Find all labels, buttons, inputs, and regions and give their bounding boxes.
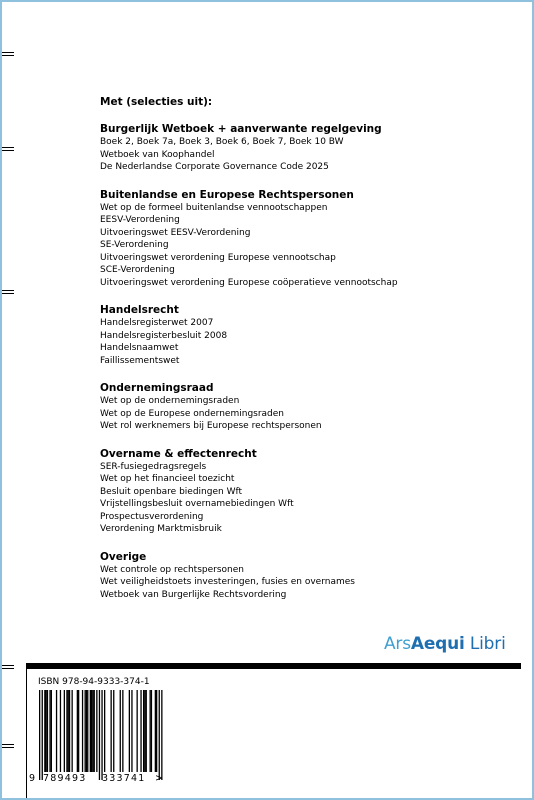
barcode-bar bbox=[144, 690, 145, 772]
section-item: Wet rol werknemers bij Europese rechtspersonen bbox=[100, 421, 322, 431]
barcode-bar bbox=[91, 690, 92, 772]
section bbox=[100, 304, 520, 367]
barcode-bar bbox=[161, 690, 162, 780]
barcode-left-digits: 789493 bbox=[43, 773, 87, 784]
section-item: Wetboek van Koophandel bbox=[100, 149, 215, 160]
section-title: Overname & effectenrecht bbox=[100, 447, 257, 460]
barcode-bar bbox=[44, 690, 45, 772]
barcode-bar bbox=[72, 690, 73, 772]
section bbox=[100, 123, 520, 174]
logo-ars: Ars bbox=[384, 634, 411, 654]
logo-libri: Libri bbox=[464, 634, 506, 654]
barcode bbox=[36, 690, 166, 782]
section-item: Besluit openbare biedingen Wft bbox=[100, 486, 243, 497]
margin-mark bbox=[2, 290, 14, 294]
barcode-bar bbox=[129, 690, 130, 772]
barcode-bar bbox=[66, 690, 67, 772]
isbn-label: ISBN 978-94-9333-374-1 bbox=[38, 677, 150, 687]
barcode-bar bbox=[60, 690, 61, 772]
section-title: Overige bbox=[100, 550, 147, 563]
barcode-bar bbox=[78, 690, 79, 772]
barcode-bar bbox=[39, 690, 40, 780]
barcode-bar bbox=[42, 690, 43, 780]
barcode-bar bbox=[150, 690, 151, 772]
section-item: Prospectusverordening bbox=[100, 511, 204, 522]
barcode-bar bbox=[140, 690, 141, 772]
section-title: Burgerlijk Wetboek + aanverwante regelgeving bbox=[100, 123, 382, 135]
barcode-bar bbox=[77, 690, 78, 772]
section-item: Handelsregisterbesluit 2008 bbox=[100, 330, 228, 341]
section-title: Buitenlandse en Europese Rechtspersonen bbox=[100, 188, 354, 201]
section-title: Handelsrecht bbox=[100, 304, 179, 316]
barcode-bar bbox=[82, 690, 83, 772]
barcode-end-mark: > bbox=[155, 773, 163, 784]
section-item: Uitvoeringswet verordening Europese vennootschap bbox=[100, 252, 336, 263]
intro-heading: Met (selecties uit): bbox=[100, 96, 213, 108]
barcode-bar bbox=[156, 690, 157, 772]
barcode-bar bbox=[104, 690, 105, 772]
barcode-bar bbox=[47, 690, 48, 772]
separator-bar bbox=[26, 663, 521, 669]
section-item: Wet op de formeel buitenlandse vennootschappen bbox=[100, 202, 328, 213]
barcode-bar bbox=[120, 690, 121, 772]
section-item: Wet controle op rechtspersonen bbox=[100, 564, 244, 575]
section-item: Handelsregisterwet 2007 bbox=[100, 318, 214, 328]
section bbox=[100, 448, 520, 536]
barcode-bar bbox=[122, 690, 123, 772]
margin-mark bbox=[2, 147, 14, 151]
section-item: Handelsnaamwet bbox=[100, 343, 179, 353]
barcode-bar bbox=[131, 690, 132, 772]
barcode-bar bbox=[69, 690, 70, 772]
section-item: SE-Verordening bbox=[100, 240, 169, 250]
section-item: Wet op de ondernemingsraden bbox=[100, 396, 240, 406]
barcode-bar bbox=[111, 690, 112, 772]
barcode-bar bbox=[155, 690, 156, 772]
section-item: Wet veiligheidstoets investeringen, fusies en overnames bbox=[100, 577, 355, 587]
section-item: Boek 2, Boek 7a, Boek 3, Boek 6, Boek 7, Boek 10 BW bbox=[100, 137, 344, 147]
section-item: Uitvoeringswet EESV-Verordening bbox=[100, 227, 251, 238]
barcode-bar bbox=[64, 690, 65, 772]
barcode-bar bbox=[87, 690, 88, 772]
barcode-bar bbox=[86, 690, 87, 772]
section-item: De Nederlandse Corporate Governance Code 2025 bbox=[100, 162, 329, 172]
barcode-bar bbox=[96, 690, 97, 772]
margin-mark bbox=[2, 52, 14, 56]
publisher-logo bbox=[384, 634, 506, 654]
barcode-bar bbox=[137, 690, 138, 772]
barcode-bar bbox=[85, 690, 86, 772]
section-item: Vrijstellingsbesluit overnamebiedingen Wft bbox=[100, 499, 294, 509]
barcode-bar bbox=[51, 690, 52, 772]
barcode-bar bbox=[49, 690, 50, 772]
section bbox=[100, 189, 520, 290]
barcode-right-digits: 333741 bbox=[102, 773, 146, 784]
barcode-first-digit: 9 bbox=[29, 773, 36, 784]
barcode-bar bbox=[46, 690, 47, 772]
contents-list bbox=[100, 96, 520, 616]
barcode-bar bbox=[94, 690, 95, 772]
barcode-bar bbox=[68, 690, 69, 772]
barcode-bar bbox=[92, 690, 93, 772]
barcode-bar bbox=[90, 690, 91, 772]
section-item: Wet op de Europese ondernemingsraden bbox=[100, 408, 285, 419]
barcode-bar bbox=[146, 690, 147, 772]
barcode-bar bbox=[56, 690, 57, 772]
section-item: Wet op het financieel toezicht bbox=[100, 474, 235, 484]
section-title: Ondernemingsraad bbox=[100, 382, 214, 394]
section-item: Wetboek van Burgerlijke Rechtsvordering bbox=[100, 589, 287, 600]
section bbox=[100, 382, 520, 433]
logo-aequi: Aequi bbox=[410, 634, 465, 654]
section-item: SCE-Verordening bbox=[100, 265, 175, 275]
back-cover bbox=[2, 2, 532, 798]
section-item: SER-fusiegedragsregels bbox=[100, 461, 207, 472]
section bbox=[100, 551, 520, 602]
section-item: Faillissementswet bbox=[100, 355, 180, 366]
barcode-bar bbox=[151, 690, 152, 772]
barcode-bar bbox=[99, 690, 100, 780]
margin-mark bbox=[2, 744, 14, 748]
section-item: Verordening Marktmisbruik bbox=[100, 524, 222, 534]
sections-container bbox=[100, 123, 520, 601]
barcode-bar bbox=[143, 690, 144, 772]
section-item: EESV-Verordening bbox=[100, 215, 180, 225]
margin-mark bbox=[2, 665, 14, 669]
barcode-bar bbox=[159, 690, 160, 780]
barcode-bar bbox=[113, 690, 114, 772]
barcode-bar bbox=[101, 690, 102, 780]
section-item: Uitvoeringswet verordening Europese coöperatieve vennootschap bbox=[100, 277, 398, 288]
left-rule bbox=[26, 669, 27, 798]
